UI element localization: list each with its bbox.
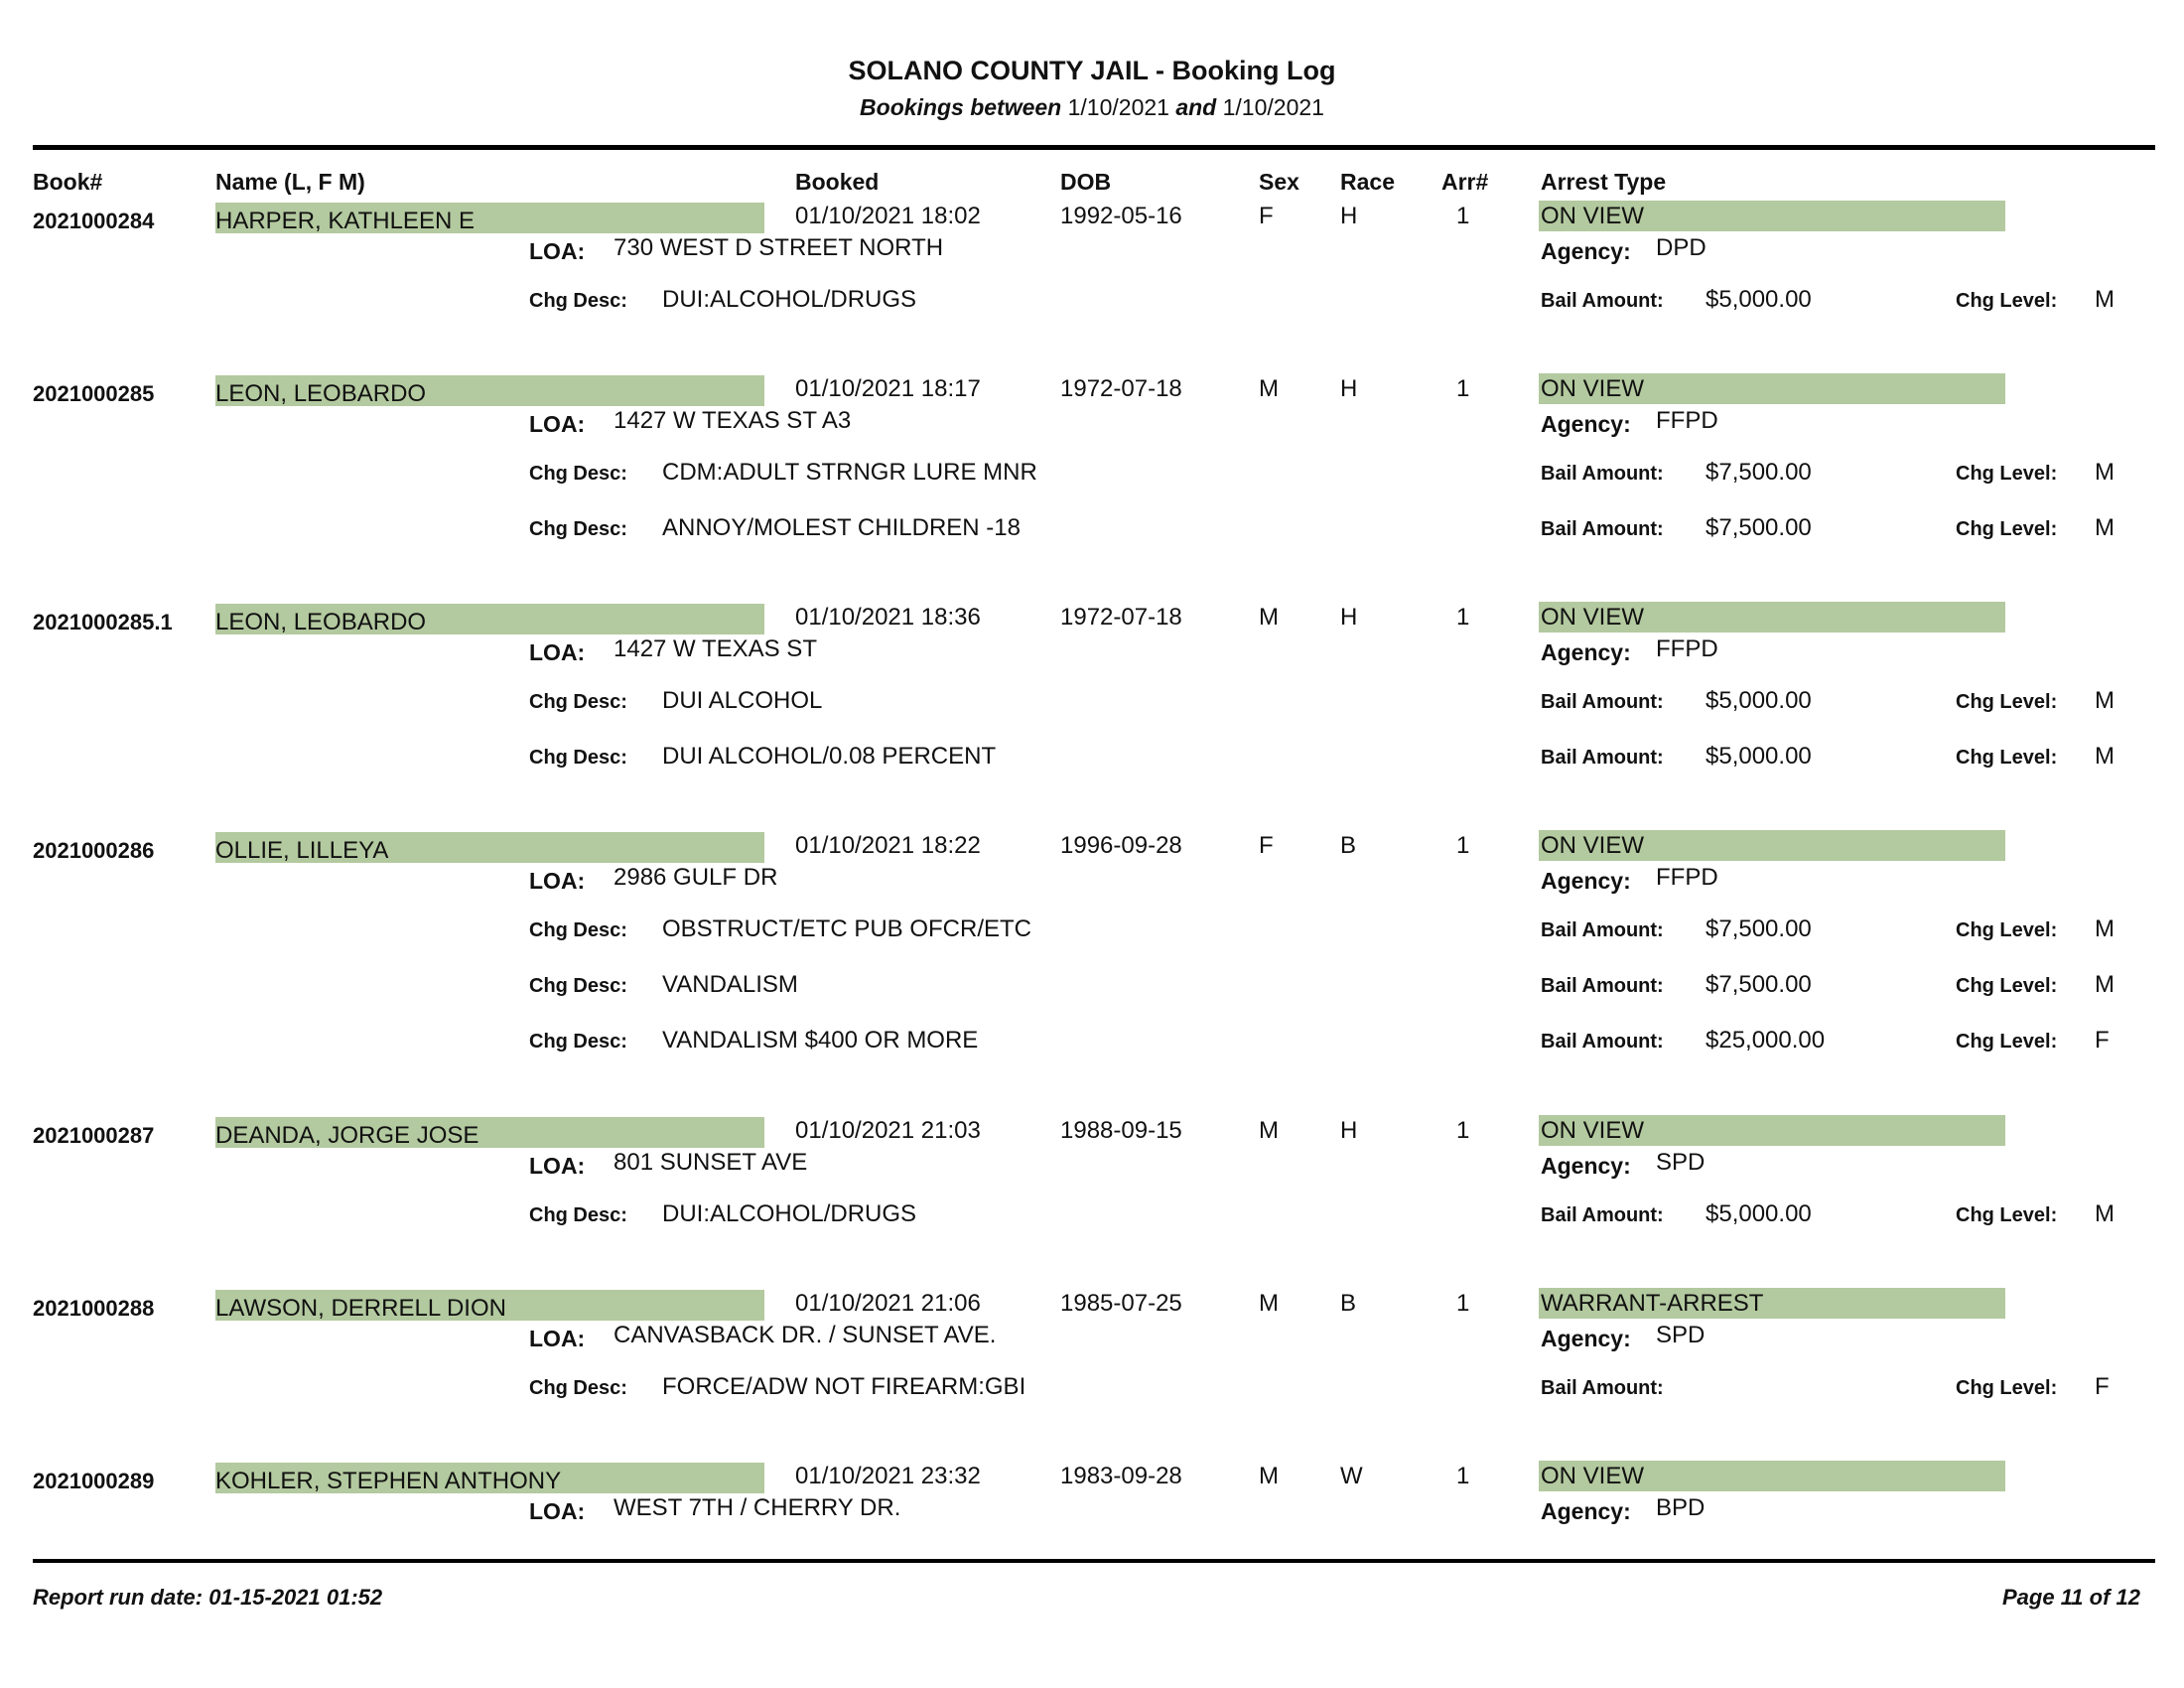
arrest-number: 1 — [1456, 375, 1470, 402]
sex: M — [1259, 604, 1279, 631]
date-of-birth: 1983-09-28 — [1060, 1463, 1182, 1489]
bail-amount-label: Bail Amount: — [1541, 919, 1664, 941]
charge-desc-label: Chg Desc: — [529, 747, 627, 769]
booking-record — [0, 373, 2184, 541]
charge-desc-label: Chg Desc: — [529, 691, 627, 713]
book-number: 2021000286 — [33, 838, 155, 863]
column-header-dob: DOB — [1060, 169, 1112, 195]
charge-level-label: Chg Level: — [1956, 1204, 2058, 1226]
loa-label: LOA: — [529, 868, 586, 894]
agency-label: Agency: — [1541, 411, 1631, 437]
inmate-name: LEON, LEOBARDO — [215, 380, 427, 407]
charge-row — [0, 915, 2184, 955]
location-of-arrest: 801 SUNSET AVE — [614, 1149, 808, 1176]
charge-desc-label: Chg Desc: — [529, 975, 627, 997]
charge-description: ANNOY/MOLEST CHILDREN -18 — [662, 514, 1021, 541]
charge-level-label: Chg Level: — [1956, 290, 2058, 312]
charge-row — [0, 459, 2184, 498]
charge-level: M — [2095, 915, 2115, 942]
column-header-arrest-type: Arrest Type — [1541, 169, 1667, 195]
charge-level: M — [2095, 971, 2115, 998]
bail-amount-label: Bail Amount: — [1541, 691, 1664, 713]
agency-label: Agency: — [1541, 1326, 1631, 1351]
sex: M — [1259, 375, 1279, 402]
date-of-birth: 1985-07-25 — [1060, 1290, 1182, 1317]
bail-amount: $25,000.00 — [1706, 1027, 1826, 1054]
date-of-birth: 1992-05-16 — [1060, 203, 1182, 229]
arrest-type: ON VIEW — [1541, 832, 1645, 859]
date-of-birth: 1972-07-18 — [1060, 604, 1182, 631]
date-of-birth: 1996-09-28 — [1060, 832, 1182, 859]
agency: FFPD — [1656, 407, 1718, 434]
report-run-date: Report run date: 01-15-2021 01:52 — [33, 1585, 383, 1610]
arrest-type: ON VIEW — [1541, 1463, 1645, 1489]
bail-amount-label: Bail Amount: — [1541, 1031, 1664, 1053]
race: H — [1340, 375, 1358, 402]
charge-level-label: Chg Level: — [1956, 919, 2058, 941]
loa-label: LOA: — [529, 1498, 586, 1524]
sex: M — [1259, 1290, 1279, 1317]
sex: F — [1259, 832, 1274, 859]
column-header-booked: Booked — [795, 169, 880, 195]
book-number: 2021000285 — [33, 381, 155, 406]
date-to: 1/10/2021 — [1222, 94, 1324, 120]
charge-desc-label: Chg Desc: — [529, 463, 627, 485]
race: W — [1340, 1463, 1363, 1489]
column-header-arr: Arr# — [1441, 169, 1489, 195]
arrest-number: 1 — [1456, 1117, 1470, 1144]
loa-label: LOA: — [529, 238, 586, 264]
loa-label: LOA: — [529, 639, 586, 665]
arrest-type: ON VIEW — [1541, 1117, 1645, 1144]
booking-record — [0, 1115, 2184, 1274]
booking-record — [0, 201, 2184, 359]
sex: M — [1259, 1463, 1279, 1489]
charge-desc-label: Chg Desc: — [529, 290, 627, 312]
charge-level: M — [2095, 743, 2115, 770]
charge-level-label: Chg Level: — [1956, 1031, 2058, 1053]
charge-description: CDM:ADULT STRNGR LURE MNR — [662, 459, 1037, 486]
booked-datetime: 01/10/2021 21:06 — [795, 1290, 981, 1317]
book-number: 2021000285.1 — [33, 610, 173, 634]
location-of-arrest: 730 WEST D STREET NORTH — [614, 234, 944, 261]
arrest-number: 1 — [1456, 832, 1470, 859]
sex: M — [1259, 1117, 1279, 1144]
charge-level-label: Chg Level: — [1956, 463, 2058, 485]
race: H — [1340, 604, 1358, 631]
date-of-birth: 1972-07-18 — [1060, 375, 1182, 402]
charge-description: OBSTRUCT/ETC PUB OFCR/ETC — [662, 915, 1032, 942]
booked-datetime: 01/10/2021 23:32 — [795, 1463, 981, 1489]
bail-amount: $5,000.00 — [1706, 687, 1812, 714]
charge-description: DUI ALCOHOL — [662, 687, 823, 714]
agency-label: Agency: — [1541, 238, 1631, 264]
inmate-name: KOHLER, STEPHEN ANTHONY — [215, 1468, 562, 1494]
agency-label: Agency: — [1541, 868, 1631, 894]
agency-label: Agency: — [1541, 639, 1631, 665]
sex: F — [1259, 203, 1274, 229]
location-of-arrest: 1427 W TEXAS ST — [614, 635, 817, 662]
charge-level: F — [2095, 1373, 2110, 1400]
book-number: 2021000287 — [33, 1123, 155, 1148]
agency: SPD — [1656, 1149, 1706, 1176]
charge-row — [0, 1200, 2184, 1240]
date-from: 1/10/2021 — [1067, 94, 1169, 120]
charge-description: FORCE/ADW NOT FIREARM:GBI — [662, 1373, 1026, 1400]
charge-level: M — [2095, 687, 2115, 714]
booked-datetime: 01/10/2021 18:17 — [795, 375, 981, 402]
charge-description: DUI ALCOHOL/0.08 PERCENT — [662, 743, 997, 770]
charge-description: VANDALISM — [662, 971, 798, 998]
booked-datetime: 01/10/2021 18:02 — [795, 203, 981, 229]
booking-record — [0, 1288, 2184, 1447]
inmate-name: HARPER, KATHLEEN E — [215, 208, 475, 234]
charge-level-label: Chg Level: — [1956, 747, 2058, 769]
charge-description: DUI:ALCOHOL/DRUGS — [662, 1200, 917, 1227]
location-of-arrest: WEST 7TH / CHERRY DR. — [614, 1494, 901, 1521]
race: H — [1340, 1117, 1358, 1144]
location-of-arrest: CANVASBACK DR. / SUNSET AVE. — [614, 1322, 997, 1348]
arrest-number: 1 — [1456, 1463, 1470, 1489]
agency-label: Agency: — [1541, 1153, 1631, 1179]
subtitle-and: and — [1175, 94, 1217, 120]
charge-desc-label: Chg Desc: — [529, 919, 627, 941]
bail-amount-label: Bail Amount: — [1541, 290, 1664, 312]
footer-rule — [33, 1559, 2155, 1563]
bail-amount: $7,500.00 — [1706, 971, 1812, 998]
charge-level: M — [2095, 459, 2115, 486]
charge-description: VANDALISM $400 OR MORE — [662, 1027, 979, 1054]
column-header-race: Race — [1340, 169, 1395, 195]
bail-amount: $5,000.00 — [1706, 1200, 1812, 1227]
charge-row — [0, 743, 2184, 782]
race: B — [1340, 1290, 1357, 1317]
agency: SPD — [1656, 1322, 1706, 1348]
bail-amount: $7,500.00 — [1706, 915, 1812, 942]
charge-level: F — [2095, 1027, 2110, 1054]
arrest-type: ON VIEW — [1541, 604, 1645, 631]
column-header-sex: Sex — [1259, 169, 1299, 195]
bail-amount: $7,500.00 — [1706, 514, 1812, 541]
bail-amount-label: Bail Amount: — [1541, 1204, 1664, 1226]
page-number: Page 11 of 12 — [2002, 1585, 2140, 1610]
subtitle-prefix: Bookings between — [860, 94, 1062, 120]
race: H — [1340, 203, 1358, 229]
inmate-name: LEON, LEOBARDO — [215, 609, 427, 635]
booked-datetime: 01/10/2021 18:36 — [795, 604, 981, 631]
charge-level-label: Chg Level: — [1956, 518, 2058, 540]
race: B — [1340, 832, 1357, 859]
inmate-name: DEANDA, JORGE JOSE — [215, 1122, 479, 1149]
booked-datetime: 01/10/2021 21:03 — [795, 1117, 981, 1144]
bail-amount-label: Bail Amount: — [1541, 463, 1664, 485]
agency: DPD — [1656, 234, 1706, 261]
charge-row — [0, 514, 2184, 554]
arrest-number: 1 — [1456, 1290, 1470, 1317]
bail-amount-label: Bail Amount: — [1541, 1377, 1664, 1399]
arrest-type: WARRANT-ARREST — [1541, 1290, 1764, 1317]
inmate-name: OLLIE, LILLEYA — [215, 837, 389, 864]
charge-level: M — [2095, 286, 2115, 313]
arrest-number: 1 — [1456, 604, 1470, 631]
booking-record — [0, 830, 2184, 1054]
book-number: 2021000289 — [33, 1469, 155, 1493]
charge-desc-label: Chg Desc: — [529, 518, 627, 540]
agency: FFPD — [1656, 635, 1718, 662]
bail-amount: $7,500.00 — [1706, 459, 1812, 486]
charge-desc-label: Chg Desc: — [529, 1031, 627, 1053]
book-number: 2021000284 — [33, 209, 155, 233]
date-of-birth: 1988-09-15 — [1060, 1117, 1182, 1144]
location-of-arrest: 2986 GULF DR — [614, 864, 778, 891]
bail-amount: $5,000.00 — [1706, 743, 1812, 770]
book-number: 2021000288 — [33, 1296, 155, 1321]
bail-amount-label: Bail Amount: — [1541, 975, 1664, 997]
arrest-number: 1 — [1456, 203, 1470, 229]
bail-amount: $5,000.00 — [1706, 286, 1812, 313]
report-title: SOLANO COUNTY JAIL - Booking Log — [848, 56, 1336, 85]
charge-desc-label: Chg Desc: — [529, 1377, 627, 1399]
column-header-book: Book# — [33, 169, 103, 195]
agency-label: Agency: — [1541, 1498, 1631, 1524]
location-of-arrest: 1427 W TEXAS ST A3 — [614, 407, 852, 434]
loa-label: LOA: — [529, 1326, 586, 1351]
arrest-type: ON VIEW — [1541, 203, 1645, 229]
agency: BPD — [1656, 1494, 1706, 1521]
inmate-name: LAWSON, DERRELL DION — [215, 1295, 506, 1322]
booked-datetime: 01/10/2021 18:22 — [795, 832, 981, 859]
charge-row — [0, 971, 2184, 1011]
loa-label: LOA: — [529, 1153, 586, 1179]
charge-level-label: Chg Level: — [1956, 975, 2058, 997]
charge-row — [0, 1373, 2184, 1413]
arrest-type: ON VIEW — [1541, 375, 1645, 402]
charge-level: M — [2095, 1200, 2115, 1227]
charge-level-label: Chg Level: — [1956, 1377, 2058, 1399]
loa-label: LOA: — [529, 411, 586, 437]
charge-level: M — [2095, 514, 2115, 541]
charge-desc-label: Chg Desc: — [529, 1204, 627, 1226]
charge-row — [0, 687, 2184, 727]
charge-row — [0, 286, 2184, 326]
charge-row — [0, 1027, 2184, 1066]
charge-level-label: Chg Level: — [1956, 691, 2058, 713]
column-header-name: Name (L, F M) — [215, 169, 365, 195]
bail-amount-label: Bail Amount: — [1541, 518, 1664, 540]
charge-description: DUI:ALCOHOL/DRUGS — [662, 286, 917, 313]
agency: FFPD — [1656, 864, 1718, 891]
bail-amount-label: Bail Amount: — [1541, 747, 1664, 769]
booking-record — [0, 602, 2184, 770]
